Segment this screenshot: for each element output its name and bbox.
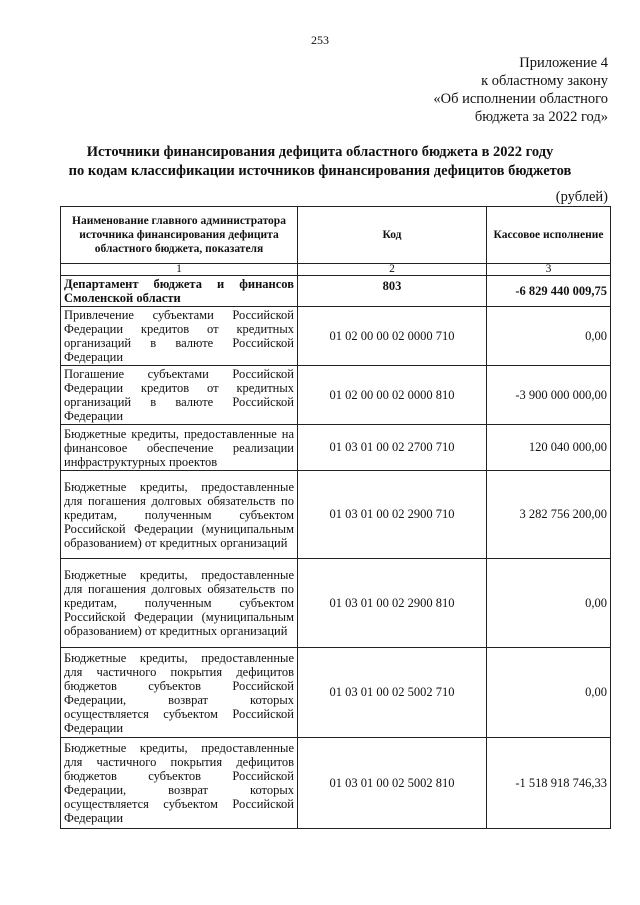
table-row	[61, 307, 611, 366]
header-name: Наименование главного администратора источника финансирования дефицита областного бюджета, показателя	[61, 207, 298, 264]
title-line: по кодам классификации источников финансирования дефицитов бюджетов	[68, 163, 572, 179]
header-code: Код	[298, 207, 487, 264]
title-line: Источники финансирования дефицита областного бюджета в 2022 году	[86, 144, 554, 160]
row-amount: 3 282 756 200,00	[487, 471, 611, 559]
row-amount: 120 040 000,00	[487, 425, 611, 471]
column-number-row	[61, 264, 611, 276]
row-name: Бюджетные кредиты, предоставленные на финансовое обеспечение реализации инфраструктурных проектов	[61, 425, 298, 471]
table-row	[61, 471, 611, 559]
header-amount: Кассовое исполнение	[487, 207, 611, 264]
row-code: 803	[298, 276, 487, 307]
row-amount: 0,00	[487, 648, 611, 738]
financing-table	[60, 206, 611, 829]
appendix-line: к областному закону	[481, 73, 608, 89]
page-number: 253	[311, 33, 329, 47]
column-number: 1	[61, 264, 298, 276]
table-row	[61, 276, 611, 307]
row-name: Департамент бюджета и финансов Смоленской области	[61, 276, 298, 307]
appendix-note	[433, 54, 608, 126]
row-code: 01 03 01 00 02 5002 710	[298, 648, 487, 738]
row-name: Бюджетные кредиты, предоставленные для погашения долговых обязательств по кредитам, полученным субъектом Российской Федерации (муниципальным образованием) от кредитных организаций	[61, 471, 298, 559]
appendix-line: бюджета за 2022 год»	[474, 109, 608, 125]
row-name: Погашение субъектами Российской Федерации кредитов от кредитных организаций в валюте Российской Федерации	[61, 366, 298, 425]
table-row	[61, 559, 611, 648]
column-number: 3	[487, 264, 611, 276]
row-code: 01 02 00 00 02 0000 710	[298, 307, 487, 366]
table-row	[61, 425, 611, 471]
row-code: 01 03 01 00 02 2900 710	[298, 471, 487, 559]
row-name: Бюджетные кредиты, предоставленные для частичного покрытия дефицитов бюджетов субъектов Российской Федерации, возврат которых осуществляется субъектом Российской Федерации	[61, 738, 298, 829]
row-name: Бюджетные кредиты, предоставленные для частичного покрытия дефицитов бюджетов субъектов Российской Федерации, возврат которых осуществляется субъектом Российской Федерации	[61, 648, 298, 738]
row-amount: 0,00	[487, 559, 611, 648]
document-title	[30, 143, 610, 181]
table-row	[61, 738, 611, 829]
row-code: 01 03 01 00 02 2900 810	[298, 559, 487, 648]
row-code: 01 03 01 00 02 5002 810	[298, 738, 487, 829]
units-label: (рублей)	[555, 189, 608, 205]
row-amount: 0,00	[487, 307, 611, 366]
column-number: 2	[298, 264, 487, 276]
table-row	[61, 648, 611, 738]
row-code: 01 03 01 00 02 2700 710	[298, 425, 487, 471]
row-code: 01 02 00 00 02 0000 810	[298, 366, 487, 425]
row-amount: -3 900 000 000,00	[487, 366, 611, 425]
table-row	[61, 366, 611, 425]
appendix-line: «Об исполнении областного	[433, 91, 608, 107]
row-name: Бюджетные кредиты, предоставленные для погашения долговых обязательств по кредитам, полученным субъектом Российской Федерации (муниципальным образованием) от кредитных организаций	[61, 559, 298, 648]
appendix-line: Приложение 4	[519, 55, 608, 71]
table-header-row	[61, 207, 611, 264]
row-amount: -1 518 918 746,33	[487, 738, 611, 829]
row-name: Привлечение субъектами Российской Федерации кредитов от кредитных организаций в валюте Российской Федерации	[61, 307, 298, 366]
row-amount: -6 829 440 009,75	[487, 276, 611, 307]
